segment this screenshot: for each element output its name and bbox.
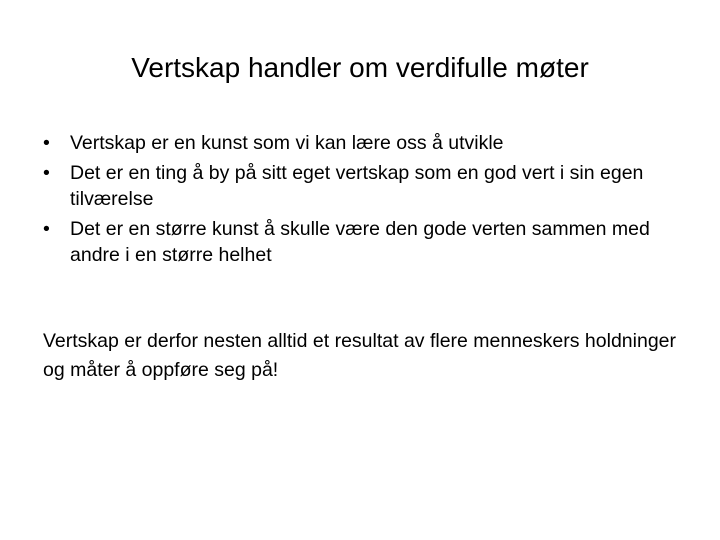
bullet-list bbox=[43, 130, 683, 272]
bullet-text: Det er en større kunst å skulle være den gode verten sammen med andre i en større helhet bbox=[70, 218, 650, 266]
bullet-icon: • bbox=[43, 162, 50, 184]
bullet-text: Det er en ting å by på sitt eget vertskap som en god vert i sin egen tilværelse bbox=[70, 162, 644, 210]
bullet-item bbox=[43, 130, 683, 156]
closing-paragraph: Vertskap er derfor nesten alltid et resultat av flere menneskers holdninger og måter å oppføre seg på! bbox=[43, 330, 677, 381]
bullet-icon: • bbox=[43, 132, 50, 154]
slide-title: Vertskap handler om verdifulle møter bbox=[131, 52, 589, 83]
bullet-text: Vertskap er en kunst som vi kan lære oss å utvikle bbox=[70, 132, 504, 154]
bullet-item bbox=[43, 216, 683, 268]
bullet-item bbox=[43, 160, 683, 212]
bullet-icon: • bbox=[43, 218, 50, 240]
